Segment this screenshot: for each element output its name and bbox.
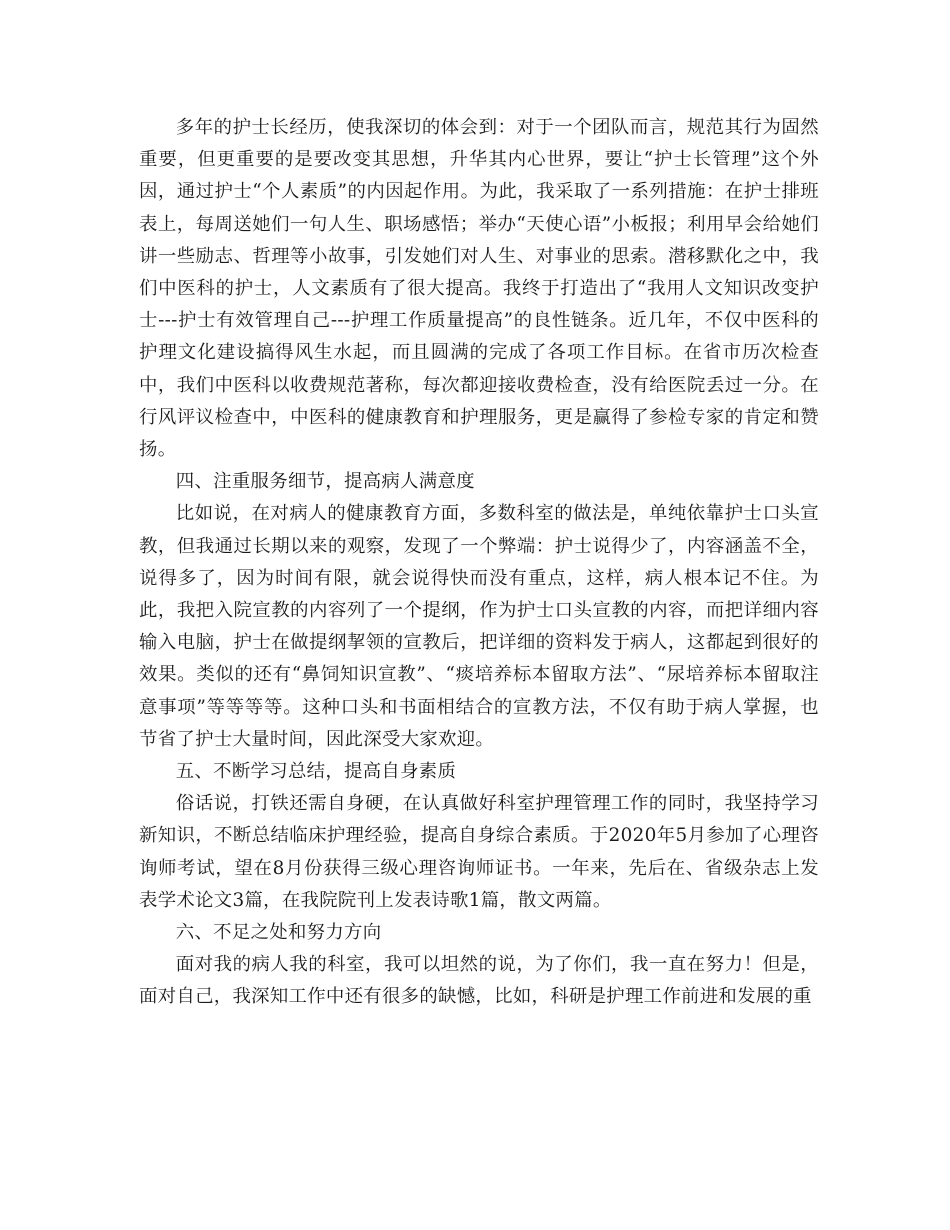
paragraph-health-education: 比如说，在对病人的健康教育方面，多数科室的做法是，单纯依靠护士口头宣教，但我通过长期以来的观察，发现了一个弊端：护士说得少了，内容涵盖不全，说得多了，因为时间有限，就会说得快而没有重点，这样，病人根本记不住。为此，我把入院宣教的内容列了一个提纲，作为护士口头宣教的内容，而把详细内容输入电脑，护士在做提纲挈领的宣教后，把详细的资料发于病人，这都起到很好的效果。类似的还有“鼻饲知识宣教”、“痰培养标本留取方法”、“尿培养标本留取注意事项”等等等等。这种口头和书面相结合的宣教方法，不仅有助于病人掌握，也节省了护士大量时间，因此深受大家欢迎。 [139,503,819,750]
section-heading-service-details: 四、注重服务细节，提高病人满意度 [175,471,475,493]
paragraph-team-culture: 多年的护士长经历，使我深切的体会到：对于一个团队而言，规范其行为固然重要，但更重要的是要改变其思想，升华其内心世界，要让“护士长管理”这个外因，通过护士“个人素质”的内因起作用。为此，我采取了一系列措施：在护士排班表上，每周送她们一句人生、职场感悟；举办“天使心语”小板报；利用早会给她们讲一些励志、哲理等小故事，引发她们对人生、对事业的思索。潜移默化之中，我们中医科的护士，人文素质有了很大提高。我终于打造出了“我用人文知识改变护士---护士有效管理自己---护理工作质量提高”的良性链条。近几年，不仅中医科的护理文化建设搞得风生水起，而且圆满的完成了各项工作目标。在省市历次检查中，我们中医科以收费规范著称，每次都迎接收费检查，没有给医院丢过一分。在行风评议检查中，中医科的健康教育和护理服务，更是赢得了参检专家的肯定和赞扬。 [139,117,819,461]
paragraph-shortcomings: 面对我的病人我的科室，我可以坦然的说，为了你们，我一直在努力！但是，面对自己，我深知工作中还有很多的缺憾，比如，科研是护理工作前进和发展的重 [139,954,819,1008]
section-heading-shortcomings: 六、不足之处和努力方向 [175,922,382,944]
document-body [139,112,819,1014]
paragraph-continuous-learning: 俗话说，打铁还需自身硬，在认真做好科室护理管理工作的同时，我坚持学习新知识，不断总结临床护理经验，提高自身综合素质。于2020年5月参加了心理咨询师考试，望在8月份获得三级心理咨询师证书。一年来，先后在、省级杂志上发表学术论文3篇，在我院院刊上发表诗歌1篇，散文两篇。 [139,793,819,911]
section-heading-self-improvement: 五、不断学习总结，提高自身素质 [175,761,457,783]
